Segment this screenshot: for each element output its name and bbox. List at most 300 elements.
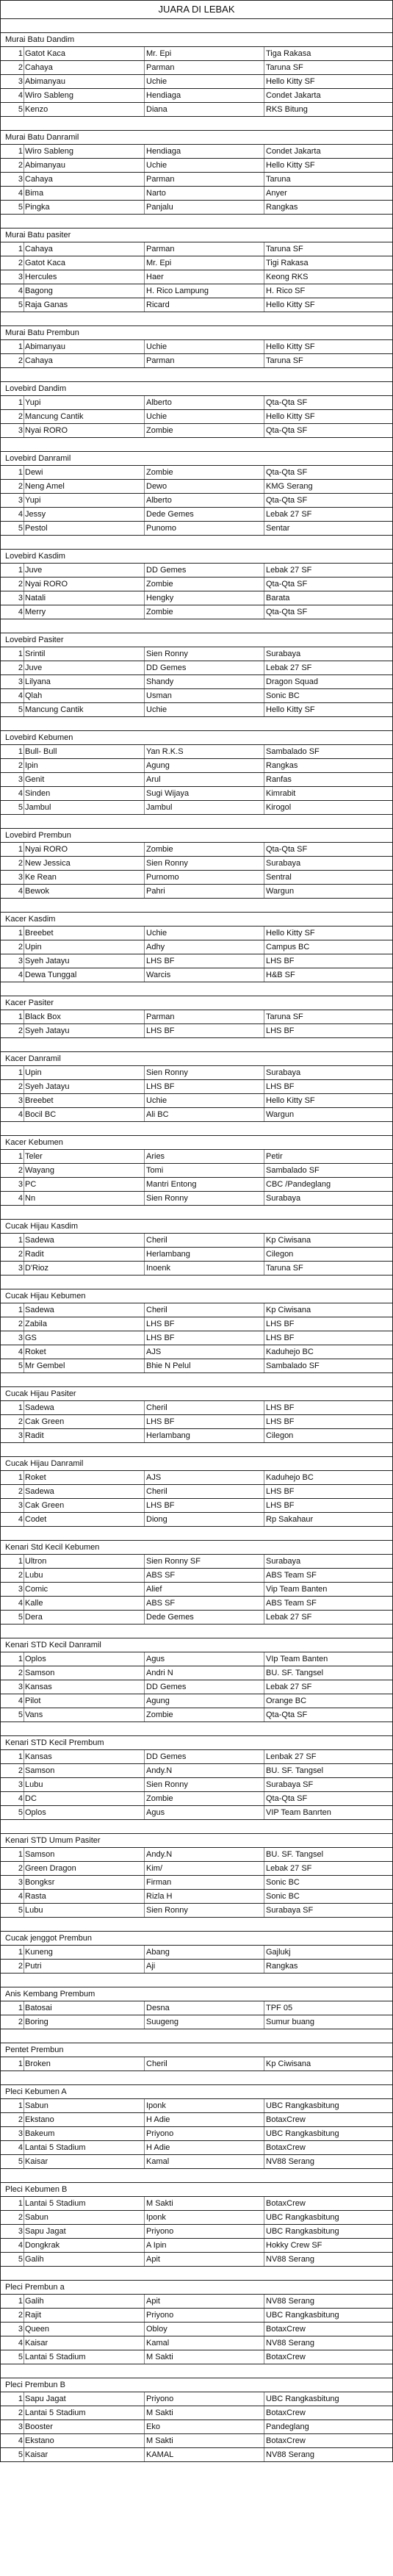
owner-cell: Arul (146, 775, 161, 784)
bird-name-cell: Kaisar (25, 2157, 48, 2166)
bird-name-cell: Nyai RORO (25, 845, 68, 854)
table-row (1, 270, 392, 284)
rank-cell: 4 (18, 1348, 23, 1356)
bird-name-cell: Kaisar (25, 2339, 48, 2347)
blank-row (1, 1373, 392, 1387)
bird-name-cell: Rasta (25, 1892, 46, 1901)
column-divider (144, 187, 145, 200)
bird-name-cell: Mr Gembel (25, 1361, 65, 1370)
owner-cell: Priyono (146, 2129, 174, 2138)
bird-name-cell: Abimanyau (25, 161, 66, 170)
rank-cell: 2 (18, 356, 23, 365)
bird-name-cell: Galih (25, 2255, 44, 2264)
team-cell: Qta-Qta SF (266, 468, 308, 477)
team-cell: Hokky Crew SF (266, 2241, 322, 2250)
bird-name-cell: Ultron (25, 1557, 47, 1566)
column-divider (144, 1694, 145, 1708)
column-divider (144, 2323, 145, 2336)
bird-name-cell: Putri (25, 1962, 42, 1971)
team-cell: Sentar (266, 524, 290, 533)
bird-name-cell: Queen (25, 2325, 50, 2334)
owner-cell: Hendiaga (146, 91, 181, 100)
bird-name-cell: Nn (25, 1194, 36, 1203)
owner-cell: Alberto (146, 496, 172, 505)
bird-name-cell: Juve (25, 566, 43, 575)
section-header: Cucak Hijau Kebumen (1, 1289, 392, 1303)
team-cell: Qta-Qta SF (266, 398, 308, 407)
column-divider (144, 591, 145, 605)
owner-cell: Abang (146, 1948, 170, 1957)
bird-name-cell: Hercules (25, 273, 57, 281)
column-divider (144, 647, 145, 661)
bird-name-cell: Merry (25, 608, 46, 616)
rank-cell: 1 (18, 342, 23, 351)
bird-name-cell: Samson (25, 1766, 55, 1775)
team-cell: Condet Jakarta (266, 91, 321, 100)
team-cell: Sonic BC (266, 1878, 300, 1887)
team-cell: Hello Kitty SF (266, 412, 315, 421)
owner-cell: Herlambang (146, 1431, 190, 1440)
rank-cell: 2 (18, 1571, 23, 1580)
table-row (1, 2239, 392, 2253)
rank-cell: 1 (18, 2004, 23, 2012)
team-cell: Taruna SF (266, 63, 303, 72)
rank-cell: 1 (18, 49, 23, 58)
owner-cell: LHS BF (146, 1334, 175, 1342)
rank-cell: 2 (18, 2115, 23, 2124)
rank-cell: 2 (18, 663, 23, 672)
blank-row (1, 899, 392, 913)
table-row (1, 2057, 392, 2071)
owner-cell: Kamal (146, 2339, 170, 2347)
bird-name-cell: Galih (25, 2297, 44, 2306)
rank-cell: 2 (18, 580, 23, 589)
column-divider (144, 885, 145, 898)
rank-cell: 3 (18, 1431, 23, 1440)
rank-cell: 3 (18, 175, 23, 184)
owner-cell: Haer (146, 273, 164, 281)
blank-row (1, 2364, 392, 2378)
team-cell: LHS BF (266, 1417, 295, 1426)
rank-cell: 2 (18, 259, 23, 267)
table-row (1, 1471, 392, 1485)
owner-cell: AJS (146, 1348, 162, 1356)
column-divider (144, 1904, 145, 1917)
bird-name-cell: Nyai RORO (25, 580, 68, 589)
rank-cell: 3 (18, 2129, 23, 2138)
blank-row (1, 982, 392, 996)
bird-name-cell: Boring (25, 2018, 48, 2026)
table-row (1, 1429, 392, 1443)
section-header: Cucak Hijau Kasdim (1, 1220, 392, 1234)
team-cell: Surabaya SF (266, 1906, 314, 1915)
table-row (1, 2001, 392, 2015)
rank-cell: 2 (18, 2408, 23, 2417)
bird-name-cell: Genit (25, 775, 45, 784)
table-row (1, 2225, 392, 2239)
table-row (1, 2113, 392, 2127)
column-divider (144, 787, 145, 800)
table-row (1, 2323, 392, 2336)
team-cell: Hello Kitty SF (266, 77, 315, 86)
bird-name-cell: Ekstano (25, 2436, 54, 2445)
rank-cell: 2 (18, 761, 23, 770)
rank-cell: 4 (18, 1515, 23, 1524)
table-row (1, 1806, 392, 1820)
rank-cell: 5 (18, 2353, 23, 2361)
team-cell: NV88 Serang (266, 2297, 315, 2306)
rank-cell: 3 (18, 1780, 23, 1789)
section-header: Kenari STD Kecil Prembum (1, 1736, 392, 1750)
column-divider (144, 1848, 145, 1861)
table-row (1, 2197, 392, 2211)
column-divider (144, 284, 145, 298)
blank-row (1, 1974, 392, 1987)
bird-name-cell: Dewa Tunggal (25, 971, 77, 979)
column-divider (144, 410, 145, 423)
owner-cell: Alief (146, 1585, 162, 1594)
table-row (1, 2141, 392, 2155)
owner-cell: Dede Gemes (146, 510, 194, 519)
table-row (1, 201, 392, 215)
rank-cell: 1 (18, 1152, 23, 1161)
blank-row (1, 2169, 392, 2183)
column-divider (144, 1708, 145, 1721)
team-cell: Kp Ciwisana (266, 2059, 311, 2068)
table-row (1, 1764, 392, 1778)
bird-name-cell: Cahaya (25, 356, 53, 365)
rank-cell: 3 (18, 1096, 23, 1105)
table-row (1, 2253, 392, 2267)
owner-cell: Yan R.K.S (146, 747, 184, 756)
table-row (1, 2350, 392, 2364)
rank-cell: 3 (18, 2422, 23, 2431)
column-divider (144, 159, 145, 172)
table-row (1, 1890, 392, 1904)
table-row (1, 1611, 392, 1625)
rank-cell: 2 (18, 1864, 23, 1873)
rank-cell: 3 (18, 594, 23, 602)
owner-cell: Purnomo (146, 873, 179, 882)
section-header: Pleci Prembun a (1, 2281, 392, 2295)
bird-name-cell: Cak Green (25, 1501, 65, 1510)
owner-cell: Uchie (146, 929, 167, 938)
team-cell: LHS BF (266, 1403, 295, 1412)
owner-cell: Agus (146, 1808, 165, 1817)
owner-cell: Sugi Wijaya (146, 789, 190, 798)
bird-name-cell: Lubu (25, 1571, 43, 1580)
table-row (1, 494, 392, 508)
bird-name-cell: Sabun (25, 2213, 48, 2222)
team-cell: TPF 05 (266, 2004, 293, 2012)
bird-name-cell: Natali (25, 594, 46, 602)
team-cell: CBC /Pandeglang (266, 1180, 331, 1189)
rank-cell: 2 (18, 161, 23, 170)
rank-cell: 2 (18, 1250, 23, 1259)
owner-cell: DD Gemes (146, 566, 187, 575)
bird-name-cell: Upin (25, 1068, 42, 1077)
owner-cell: LHS BF (146, 1026, 175, 1035)
table-row (1, 1485, 392, 1499)
section-header: Lovebird Kebumen (1, 731, 392, 745)
owner-cell: Apit (146, 2255, 160, 2264)
rank-cell: 4 (18, 1794, 23, 1803)
team-cell: Lebak 27 SF (266, 510, 312, 519)
owner-cell: LHS BF (146, 1417, 175, 1426)
owner-cell: Kamal (146, 2157, 170, 2166)
column-divider (144, 2350, 145, 2364)
table-row (1, 2127, 392, 2141)
owner-cell: Cheril (146, 1306, 167, 1314)
rank-cell: 3 (18, 273, 23, 281)
owner-cell: Andri N (146, 1669, 173, 1677)
team-cell: Tigi Rakasa (266, 259, 309, 267)
bird-name-cell: Ekstano (25, 2115, 54, 2124)
bird-name-cell: Wiro Sableng (25, 147, 74, 156)
owner-cell: AJS (146, 1473, 162, 1482)
rank-cell: 1 (18, 2199, 23, 2208)
section-header: Lovebird Prembun (1, 829, 392, 843)
rank-cell: 1 (18, 1068, 23, 1077)
team-cell: NV88 Serang (266, 2339, 315, 2347)
bird-name-cell: Roket (25, 1348, 46, 1356)
team-cell: Lenbak 27 SF (266, 1752, 317, 1761)
bird-name-cell: Pingka (25, 203, 50, 212)
owner-cell: Zombie (146, 1794, 173, 1803)
owner-cell: Uchie (146, 412, 167, 421)
owner-cell: M Sakti (146, 2353, 173, 2361)
section-header: Lovebird Kasdim (1, 550, 392, 564)
bird-name-cell: Ke Rean (25, 873, 57, 882)
column-divider (144, 1597, 145, 1610)
bird-name-cell: Bima (25, 189, 44, 198)
section-header: Murai Batu pasiter (1, 229, 392, 242)
bird-name-cell: Lubu (25, 1780, 43, 1789)
blank-row (1, 312, 392, 326)
bird-name-cell: Sinden (25, 789, 51, 798)
column-divider (144, 1862, 145, 1875)
section-header: Pleci Kebumen A (1, 2085, 392, 2099)
team-cell: Hello Kitty SF (266, 705, 315, 714)
column-divider (144, 1555, 145, 1568)
rank-cell: 2 (18, 482, 23, 491)
blank-row (1, 1918, 392, 1932)
owner-cell: Mantri Entong (146, 1180, 197, 1189)
table-row (1, 1960, 392, 1974)
column-divider (144, 75, 145, 88)
owner-cell: H Adie (146, 2115, 170, 2124)
owner-cell: Sien Ronny SF (146, 1557, 201, 1566)
team-cell: Sonic BC (266, 691, 300, 700)
rank-cell: 4 (18, 1892, 23, 1901)
table-row (1, 1248, 392, 1262)
team-cell: BotaxCrew (266, 2325, 306, 2334)
bird-name-cell: Kalle (25, 1599, 43, 1608)
column-divider (144, 1094, 145, 1107)
bird-name-cell: Lubu (25, 1906, 43, 1915)
rank-cell: 1 (18, 245, 23, 253)
table-row (1, 689, 392, 703)
table-row (1, 1010, 392, 1024)
table-row (1, 1680, 392, 1694)
column-divider (144, 1876, 145, 1889)
section-header: Anis Kembang Prembum (1, 1987, 392, 2001)
bird-name-cell: Codet (25, 1515, 47, 1524)
team-cell: RKS Bitung (266, 105, 308, 114)
table-row (1, 591, 392, 605)
team-cell: H&B SF (266, 971, 295, 979)
bird-name-cell: Cak Green (25, 1417, 65, 1426)
section-header: Murai Batu Danramil (1, 131, 392, 145)
rank-cell: 1 (18, 566, 23, 575)
rank-cell: 2 (18, 1082, 23, 1091)
rank-cell: 4 (18, 887, 23, 896)
table-row (1, 759, 392, 773)
column-divider (144, 340, 145, 353)
column-divider (144, 1164, 145, 1177)
team-cell: LHS BF (266, 1320, 295, 1328)
bird-name-cell: PC (25, 1180, 37, 1189)
team-cell: Lebak 27 SF (266, 1613, 312, 1622)
team-cell: Ranfas (266, 775, 292, 784)
table-row (1, 1303, 392, 1317)
owner-cell: Priyono (146, 2227, 174, 2236)
blank-row (1, 215, 392, 229)
column-divider (144, 1680, 145, 1694)
owner-cell: DD Gemes (146, 1752, 187, 1761)
blank-row (1, 368, 392, 382)
column-divider (144, 2141, 145, 2154)
table-row (1, 466, 392, 480)
table-row (1, 103, 392, 117)
table-row (1, 1694, 392, 1708)
column-divider (144, 1262, 145, 1275)
table-row (1, 2309, 392, 2323)
team-cell: Wargun (266, 887, 295, 896)
column-divider (144, 1778, 145, 1791)
team-cell: Condet Jakarta (266, 147, 321, 156)
rank-cell: 4 (18, 2241, 23, 2250)
bird-name-cell: Lantai 5 Stadium (25, 2199, 86, 2208)
team-cell: BotaxCrew (266, 2353, 306, 2361)
bird-name-cell: Breebet (25, 1096, 54, 1105)
column-divider (144, 745, 145, 758)
rank-cell: 3 (18, 1683, 23, 1691)
owner-cell: Hendiaga (146, 147, 181, 156)
team-cell: Qta-Qta SF (266, 426, 308, 435)
bird-name-cell: GS (25, 1334, 37, 1342)
table-row (1, 1666, 392, 1680)
rank-cell: 1 (18, 1948, 23, 1957)
rank-cell: 3 (18, 2325, 23, 2334)
team-cell: Sambalado SF (266, 747, 320, 756)
bird-name-cell: Zabila (25, 1320, 47, 1328)
bird-name-cell: Cahaya (25, 175, 53, 184)
bird-name-cell: Pestol (25, 524, 48, 533)
blank-row (1, 619, 392, 633)
owner-cell: Obloy (146, 2325, 167, 2334)
table-row (1, 284, 392, 298)
team-cell: Sambalado SF (266, 1166, 320, 1175)
team-cell: Qta-Qta SF (266, 1794, 308, 1803)
column-divider (144, 2253, 145, 2266)
team-cell: BU. SF. Tangsel (266, 1669, 324, 1677)
bird-name-cell: Kansas (25, 1752, 52, 1761)
column-divider (144, 396, 145, 409)
team-cell: UBC Rangkasbitung (266, 2129, 339, 2138)
bird-name-cell: Sadewa (25, 1487, 54, 1496)
owner-cell: Parman (146, 175, 175, 184)
table-row (1, 159, 392, 173)
team-cell: Rangkas (266, 761, 298, 770)
bird-name-cell: Bewok (25, 887, 50, 896)
table-row (1, 2099, 392, 2113)
table-row (1, 1178, 392, 1192)
section-header: Pleci Prembun B (1, 2378, 392, 2392)
blank-row (1, 536, 392, 550)
owner-cell: M Sakti (146, 2199, 173, 2208)
rank-cell: 1 (18, 929, 23, 938)
sections-container (1, 19, 392, 2462)
team-cell: Lebak 27 SF (266, 663, 312, 672)
table-row (1, 1164, 392, 1178)
team-cell: Lebak 27 SF (266, 1864, 312, 1873)
table-row (1, 703, 392, 717)
column-divider (144, 1359, 145, 1372)
rank-cell: 2 (18, 63, 23, 72)
column-divider (144, 1792, 145, 1805)
team-cell: ABS Team SF (266, 1571, 317, 1580)
rank-cell: 5 (18, 1361, 23, 1370)
team-cell: Qta-Qta SF (266, 1710, 308, 1719)
rank-cell: 1 (18, 2395, 23, 2403)
bird-name-cell: Oplos (25, 1655, 46, 1663)
column-divider (144, 1569, 145, 1582)
team-cell: BotaxCrew (266, 2408, 306, 2417)
bird-name-cell: Lantai 5 Stadium (25, 2408, 86, 2417)
bird-name-cell: Sabun (25, 2101, 48, 2110)
team-cell: Taruna SF (266, 1012, 303, 1021)
table-row (1, 187, 392, 201)
rank-cell: 2 (18, 412, 23, 421)
column-divider (144, 1080, 145, 1093)
owner-cell: Eko (146, 2422, 160, 2431)
rank-cell: 2 (18, 1962, 23, 1971)
rank-cell: 5 (18, 2450, 23, 2459)
table-row (1, 1876, 392, 1890)
rank-cell: 1 (18, 1655, 23, 1663)
column-divider (144, 661, 145, 674)
owner-cell: Priyono (146, 2311, 174, 2320)
rank-cell: 1 (18, 1403, 23, 1412)
blank-row (1, 1625, 392, 1638)
sheet-title: JUARA DI LEBAK (1, 1, 392, 19)
table-row (1, 61, 392, 75)
table-row (1, 2155, 392, 2169)
owner-cell: Agung (146, 761, 170, 770)
bird-name-cell: Wayang (25, 1166, 54, 1175)
bird-name-cell: Gatot Kaca (25, 259, 66, 267)
bird-name-cell: Sadewa (25, 1403, 54, 1412)
owner-cell: Apit (146, 2297, 160, 2306)
rank-cell: 4 (18, 971, 23, 979)
team-cell: Kp Ciwisana (266, 1236, 311, 1245)
table-row (1, 1583, 392, 1597)
bird-name-cell: Teler (25, 1152, 43, 1161)
table-row (1, 968, 392, 982)
bird-name-cell: Sadewa (25, 1306, 54, 1314)
owner-cell: Uchie (146, 342, 167, 351)
